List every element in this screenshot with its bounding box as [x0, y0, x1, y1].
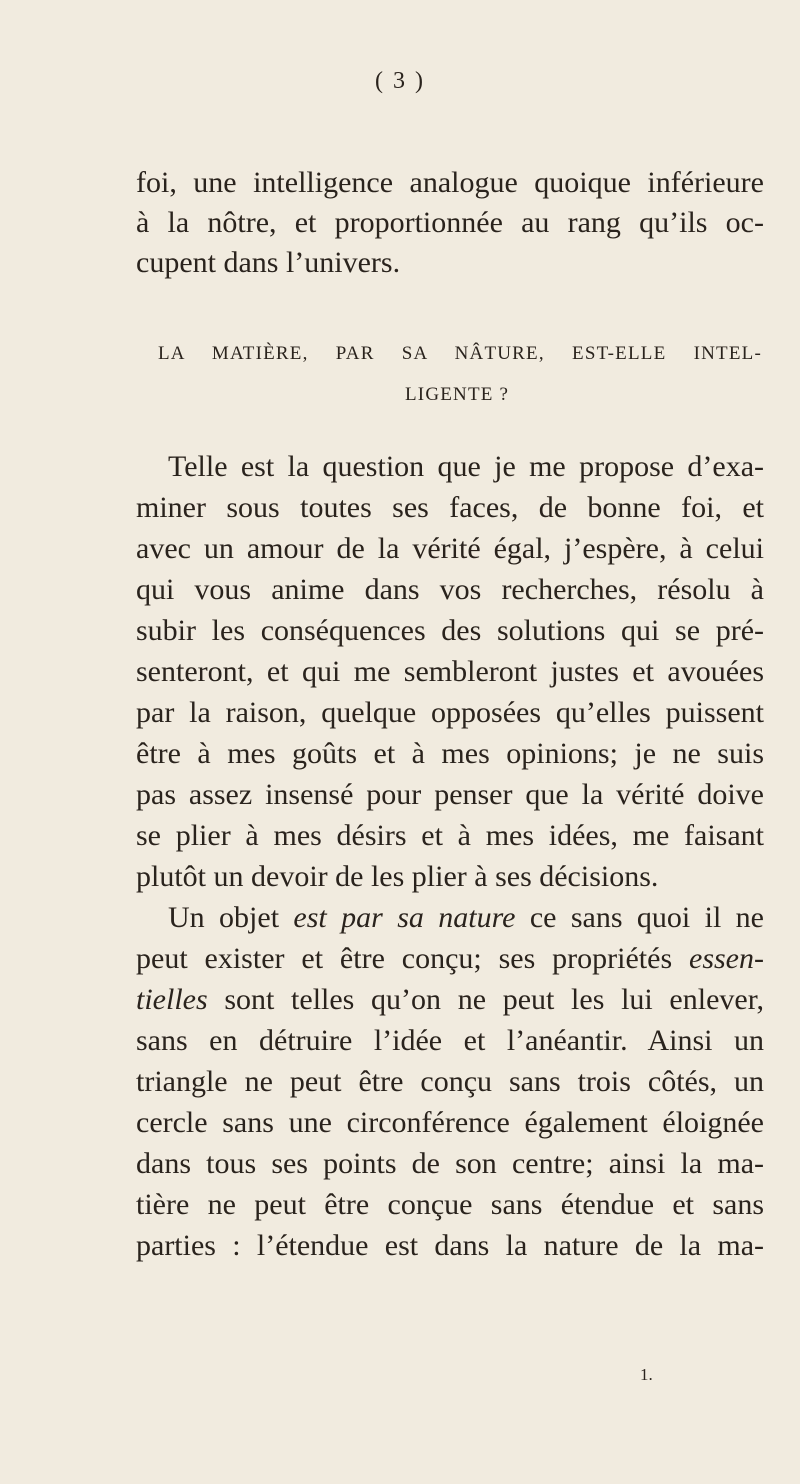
paragraph2-line-1-text-a: Un objet — [168, 901, 294, 934]
signature-mark: 1. — [640, 1365, 653, 1384]
paragraph1-line-5: subir les conséquences des solutions qui se pré- — [136, 614, 764, 647]
paragraph1-line-4: qui vous anime dans vos recherches, résolu à — [136, 573, 764, 606]
paragraph2-line-5: triangle ne peut être conçu sans trois côtés, un — [136, 1065, 764, 1098]
paragraph2-line-8: tière ne peut être conçue sans étendue et sans — [136, 1188, 764, 1221]
paragraph2-line-1 — [168, 898, 764, 938]
paragraph1-line-7: par la raison, quelque opposées qu’elles puissent — [136, 696, 764, 729]
paragraph2-line-2-text-a: peut exister et être conçu; ses propriétés — [136, 942, 690, 975]
paragraph2-line-6: cercle sans une circonférence également éloignée — [136, 1106, 764, 1139]
paragraph2-line-4: sans en détruire l’idée et l’anéantir. Ainsi un — [136, 1024, 764, 1057]
intro-line-2: à la nôtre, et proportionnée au rang qu’ils oc- — [136, 206, 764, 239]
paragraph1-line-8: être à mes goûts et à mes opinions; je ne suis — [136, 737, 764, 770]
section-heading-line-1: LA MATIÈRE, PAR SA NÂTURE, EST-ELLE INTEL- — [158, 343, 762, 364]
paragraph1-line-2: miner sous toutes ses faces, de bonne foi, et — [136, 491, 764, 524]
paragraph1-line-6: senteront, et qui me sembleront justes et avouées — [136, 655, 764, 688]
page-number: ( 3 ) — [375, 68, 425, 94]
paragraph1-line-11: plutôt un devoir de les plier à ses décisions. — [136, 860, 659, 893]
paragraph2-line-2 — [136, 939, 764, 979]
paragraph2-emphasis-3: tielles — [136, 983, 208, 1016]
paragraph1-line-9: pas assez insensé pour penser que la vérité doive — [136, 778, 764, 811]
intro-line-1: foi, une intelligence analogue quoique inférieure — [136, 166, 764, 199]
intro-line-3: cupent dans l’univers. — [136, 246, 401, 279]
section-heading-line-2: LIGENTE ? — [405, 384, 510, 405]
paragraph2-line-3 — [136, 980, 764, 1020]
paragraph2-emphasis-2: essen- — [689, 942, 764, 975]
paragraph1-line-3: avec un amour de la vérité égal, j’espère, à celui — [136, 532, 764, 565]
paragraph2-line-1-text-b: ce sans quoi il ne — [515, 901, 764, 934]
paragraph2-line-3-text-b: sont telles qu’on ne peut les lui enlever, — [207, 983, 764, 1016]
paragraph2-line-7: dans tous ses points de son centre; ainsi la ma- — [136, 1147, 764, 1180]
paragraph2-line-9: parties : l’étendue est dans la nature de la ma- — [136, 1229, 764, 1262]
paragraph1-line-1: Telle est la question que je me propose d’exa- — [168, 450, 764, 483]
paragraph1-line-10: se plier à mes désirs et à mes idées, me faisant — [136, 819, 764, 852]
paragraph2-emphasis-1: est par sa nature — [293, 901, 516, 934]
